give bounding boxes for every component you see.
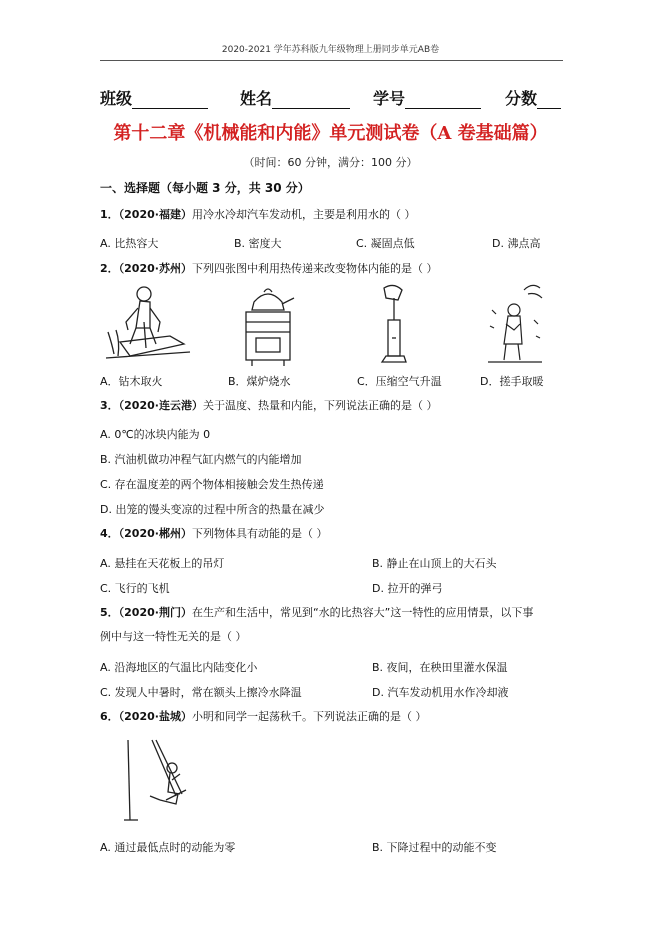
q2-option-d[interactable]: D．搓手取暖 [480,375,544,388]
question-source: （2020·荆门） [118,606,192,619]
q5-option-c[interactable]: C. 发现人中暑时，常在额头上擦冷水降温 [100,686,302,699]
swing-illustration [120,738,206,822]
student-id-label: 学号 [373,89,406,108]
header-divider [100,60,563,61]
question-number: 3． [100,399,119,412]
question-number: 6． [100,710,119,723]
question-4 [100,527,327,541]
student-id-blank[interactable] [405,92,481,109]
question-number: 2． [100,262,119,275]
question-6 [100,710,426,724]
compressed-air-heating-illustration [372,282,420,368]
question-source: （2020·郴州） [118,527,192,540]
question-stem: 关于温度、热量和内能，下列说法正确的是（ ） [202,399,438,412]
question-number: 5． [100,606,119,619]
question-stem: 下列物体具有动能的是（ ） [191,527,328,540]
score-blank[interactable] [537,92,561,109]
question-number: 1． [100,208,119,221]
q1-option-c[interactable]: C. 凝固点低 [356,237,415,250]
drilling-wood-fire-illustration [100,282,192,370]
q4-option-c[interactable]: C. 飞行的飞机 [100,582,170,595]
question-number: 4． [100,527,119,540]
q5-option-a[interactable]: A. 沿海地区的气温比内陆变化小 [100,661,258,674]
question-source: （2020·盐城） [118,710,192,723]
q2-option-c[interactable]: C．压缩空气升温 [357,375,442,388]
score-field [505,86,561,109]
question-5-continued: 例中与这一特性无关的是（ ） [100,630,247,643]
q2-option-a[interactable]: A．钻木取火 [100,375,163,388]
q5-option-d[interactable]: D. 汽车发动机用水作冷却液 [372,686,509,699]
q1-option-d[interactable]: D. 沸点高 [492,237,541,250]
student-id-field [373,86,481,109]
question-source: （2020·苏州） [118,262,192,275]
question-stem: 在生产和生活中，常见到“水的比热容大”这一特性的应用情景，以下事 [191,606,534,619]
question-stem: 小明和同学一起荡秋千。下列说法正确的是（ ） [191,710,427,723]
q4-option-d[interactable]: D. 拉开的弹弓 [372,582,443,595]
q6-option-b[interactable]: B. 下降过程中的动能不变 [372,841,497,854]
class-label: 班级 [100,89,133,108]
q3-option-b[interactable]: B. 汽油机做功冲程气缸内燃气的内能增加 [100,453,302,466]
q3-option-a[interactable]: A. 0℃的冰块内能为 0 [100,428,211,441]
exam-subtitle: （时间：60 分钟，满分：100 分） [243,156,418,169]
q3-option-d[interactable]: D. 出笼的馒头变凉的过程中所含的热量在减少 [100,503,325,516]
q4-option-a[interactable]: A. 悬挂在天花板上的吊灯 [100,557,225,570]
question-source: （2020·连云港） [118,399,203,412]
name-field [240,86,350,109]
class-blank[interactable] [132,92,208,109]
exam-title: 第十二章《机械能和内能》单元测试卷（A 卷基础篇） [113,123,548,144]
q1-option-a[interactable]: A. 比热容大 [100,237,159,250]
question-3 [100,399,437,413]
rubbing-hands-illustration [484,280,546,368]
name-label: 姓名 [240,89,273,108]
question-source: （2020·福建） [118,208,192,221]
class-field [100,86,208,109]
q2-option-b[interactable]: B．煤炉烧水 [228,375,291,388]
q3-option-c[interactable]: C. 存在温度差的两个物体相接触会发生热传递 [100,478,324,491]
score-label: 分数 [505,89,538,108]
question-2 [100,262,437,276]
q5-option-b[interactable]: B. 夜间，在秧田里灌水保温 [372,661,508,674]
q4-option-b[interactable]: B. 静止在山顶上的大石头 [372,557,497,570]
running-header: 2020-2021 学年苏科版九年级物理上册同步单元AB卷 [221,45,440,55]
section-heading: 一、选择题（每小题 3 分，共 30 分） [100,181,310,195]
question-stem: 用冷水冷却汽车发动机，主要是利用水的（ ） [191,208,416,221]
q6-option-a[interactable]: A. 通过最低点时的动能为零 [100,841,236,854]
q1-option-b[interactable]: B. 密度大 [234,237,282,250]
name-blank[interactable] [272,92,350,109]
question-1 [100,208,415,222]
coal-stove-boiling-water-illustration [238,282,298,368]
question-5 [100,606,533,620]
question-stem: 下列四张图中利用热传递来改变物体内能的是（ ） [191,262,438,275]
